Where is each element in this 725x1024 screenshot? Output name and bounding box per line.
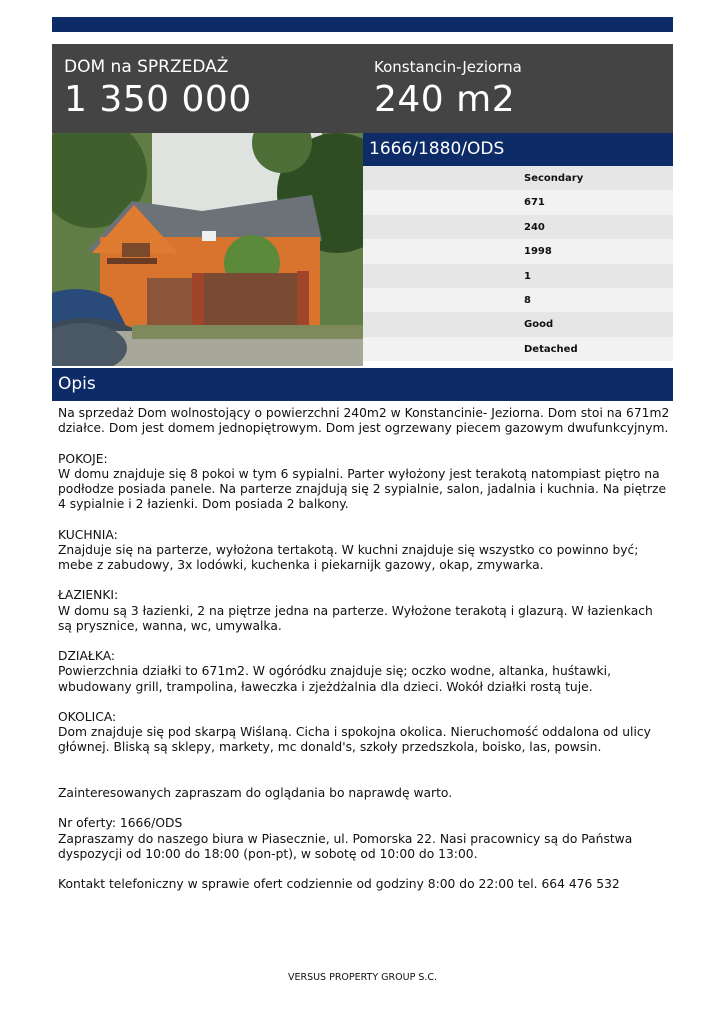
spec-value: 1998 — [524, 246, 552, 258]
price-block — [64, 57, 252, 122]
spec-value: Good — [524, 319, 554, 331]
spec-row-rooms — [363, 288, 673, 312]
spec-row-year — [363, 239, 673, 263]
desc-invite: Zainteresowanych zapraszam do oglądania bo naprawdę warto. — [58, 785, 453, 800]
desc-office-info: Zapraszamy do naszego biura w Piasecznie, ul. Pomorska 22. Nasi pracownicy są do Państwa dyspozycji od 10:00 do 18:00 (pon-pt), w sobotę od 10:00 do 13:00. — [58, 831, 633, 861]
property-photo — [52, 133, 363, 366]
spec-row-floors — [363, 264, 673, 288]
desc-heading: POKOJE: — [58, 451, 108, 466]
spec-value: Secondary — [524, 173, 584, 184]
specs-table — [363, 166, 673, 361]
location-block — [374, 57, 522, 122]
desc-heading: KUCHNIA: — [58, 527, 118, 542]
desc-contact: Kontakt telefoniczny w sprawie ofert codziennie od godziny 8:00 do 22:00 tel. 664 476 532 — [58, 877, 620, 892]
desc-paragraph: W domu znajduje się 8 pokoi w tym 6 sypialni. Parter wyłożony jest terakotą natompiast piętro na podłodze posiada panele. Na parterze znajdują się 2 sypialnie, salon, jadalnia i kuchnia. Na piętrze 4 sypialnie i 2 łazienki. Dom posiada 2 balkony. — [58, 466, 667, 512]
spec-value: 8 — [524, 294, 531, 306]
offer-header — [52, 44, 673, 133]
spec-value: Detached — [524, 343, 578, 355]
spec-row-market — [363, 166, 673, 190]
house-photo-illustration — [52, 133, 363, 366]
top-accent-bar — [52, 17, 673, 32]
section-title: Opis — [58, 374, 96, 394]
price-value: 1 350 000 — [64, 79, 252, 120]
desc-heading: DZIAŁKA: — [58, 649, 116, 664]
area-value: 240 m2 — [374, 79, 516, 120]
spec-value: 1 — [524, 270, 531, 282]
offer-reference-bar — [363, 133, 673, 166]
spec-row-building-type — [363, 337, 673, 361]
spec-row-condition — [363, 312, 673, 336]
spec-value: 671 — [524, 197, 545, 209]
desc-paragraph: Znajduje się na parterze, wyłożona tertakotą. W kuchni znajduje się wszystko co powinno być; mebe z zabudowy, 3x lodówki, kuchenka i piekarnijk gazowy, okap, zmywarka. — [58, 542, 639, 572]
company-footer: VERSUS PROPERTY GROUP S.C. — [287, 972, 438, 983]
spec-row-plot — [363, 190, 673, 214]
desc-heading: OKOLICA: — [58, 709, 117, 724]
spec-value: 240 — [524, 221, 545, 233]
desc-intro: Na sprzedaż Dom wolnostojący o powierzchni 240m2 w Konstancinie- Jeziorna. Dom stoi na 671m2 działce. Dom jest domem jednopiętrowym. Dom jest ogrzewany piecem gazowym dwufunkcyjnym. — [58, 406, 670, 436]
desc-heading: ŁAZIENKI: — [58, 588, 119, 603]
desc-paragraph: Powierzchnia działki to 671m2. W ogóródku znajduje się; oczko wodne, altanka, huśtawki, wbudowany grill, trampolina, ławeczka i zjeżdżalnia dla dzieci. Wokół działki rostą tuje. — [58, 664, 611, 694]
description-body — [58, 406, 670, 892]
desc-paragraph: Dom znajduje się pod skarpą Wiślaną. Cicha i spokojna okolica. Nieruchomość oddalona od ulicy głównej. Bliską są sklepy, markety, mc donald's, szkoły przedszkola, boisko, las, powsin. — [58, 725, 651, 755]
property-type-label: DOM na SPRZEDAŻ — [64, 57, 229, 77]
desc-offer-number: Nr oferty: 1666/ODS — [58, 816, 183, 831]
location-label: Konstancin-Jeziorna — [374, 58, 522, 76]
spec-row-area — [363, 215, 673, 239]
offer-reference: 1666/1880/ODS — [369, 139, 505, 159]
description-header-bar — [52, 368, 673, 401]
desc-paragraph: W domu są 3 łazienki, 2 na piętrze jedna na parterze. Wyłożone terakotą i glazurą. W łazienkach są prysznice, wanna, wc, umywalka. — [58, 603, 653, 633]
